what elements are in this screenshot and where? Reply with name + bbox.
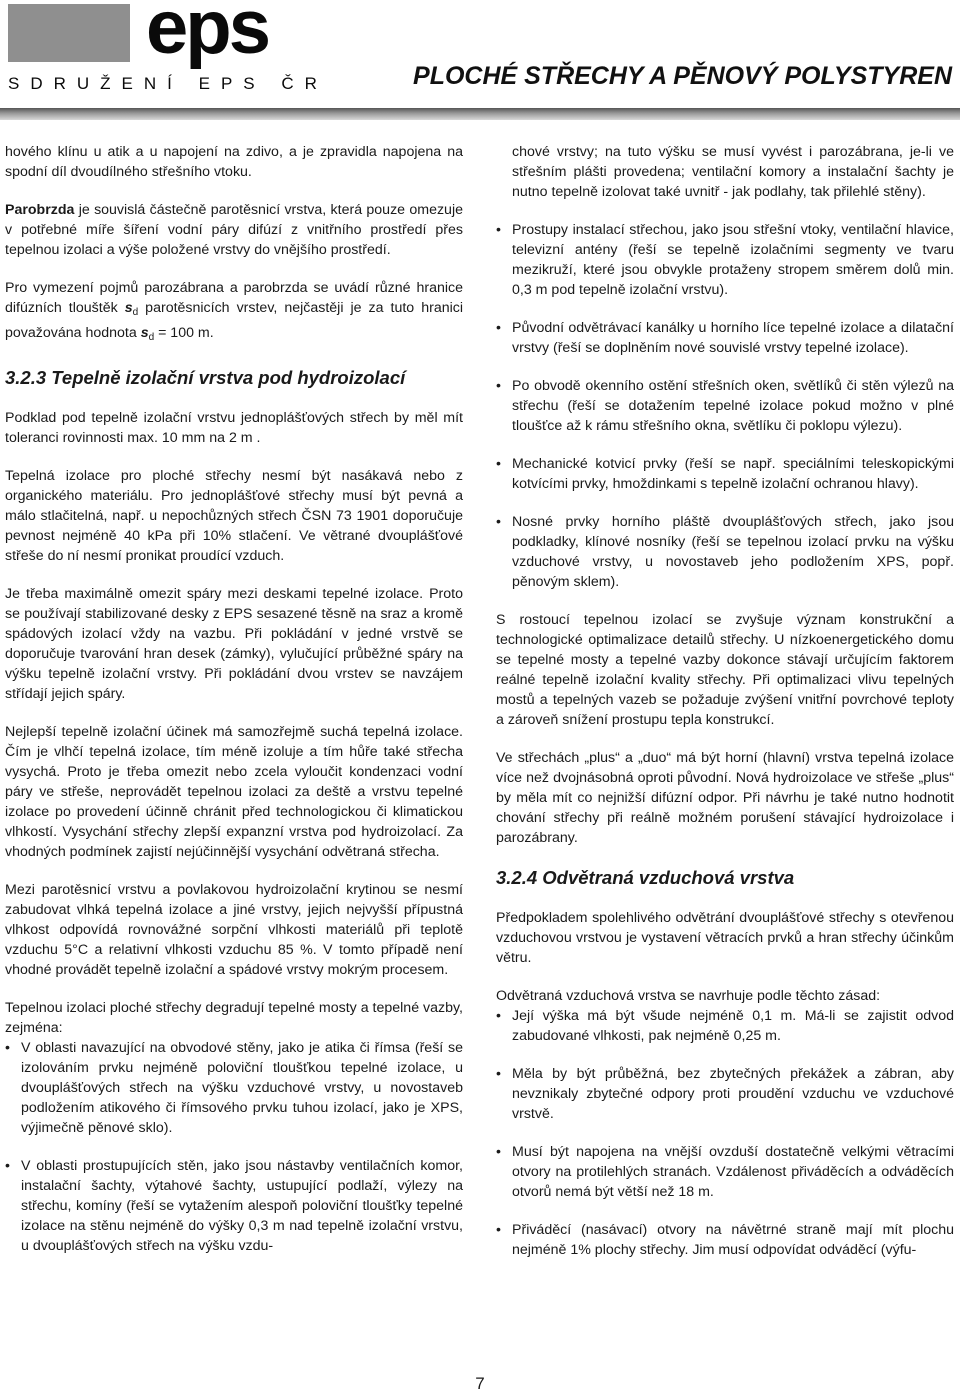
paragraph-text: = 100 m. — [154, 325, 214, 341]
list-item: • V oblasti prostupujících stěn, jako jsou nástavby ventilačních komor, instalační šachty, výtahové šachty, ustupující podlaží, výlezy na střechu, komíny (řeší se vytažením alespoň poloviční tloušťky tepelné izolace na stěnu nejméně do výšky 0,3 m nad tepelně izolační vrstvu, u dvouplášťových střech na výšku vzdu- — [5, 1156, 463, 1256]
eps-logo — [8, 0, 328, 100]
paragraph: Podklad pod tepelně izolační vrstvu jednoplášťových střech by měl mít toleranci rovinnosti max. 10 mm na 2 m . — [5, 410, 463, 446]
symbol-s: s — [124, 300, 133, 316]
list-item: • Po obvodě okenního ostění střešních oken, světlíků či stěn výlezů na střechu (řeší se dotažením tepelné izolace pokud možno v plné tloušťce až k rámu střešního okna, světlíku či poklopu výlezu). — [496, 376, 954, 436]
paragraph: Předpokladem spolehlivého odvětrání dvouplášťové střechy s otevřenou vzduchovou vrstvou je vystavení větracích prvků a hran střechy účinkům větru. — [496, 910, 954, 966]
header-gradient-rule — [0, 108, 960, 120]
paragraph: Tepelná izolace pro ploché střechy nesmí být nasákavá nebo z organického materiálu. Pro jednoplášťové střechy musí být pevná a málo stlačitelná, např. u nepochůzných střech ČSN 73 1901 doporučuje pevnost nejméně 40 kPa při 10% stlačení. Ve větrané dvouplášťové střeše do ní nesmí pronikat proudící vzduch. — [5, 468, 463, 564]
paragraph: Je třeba maximálně omezit spáry mezi deskami tepelné izolace. Proto se používají stabilizované desky z EPS sesazené těsně na sraz a kromě spádových izolací vždy na vazbu. Při pokládání v jedné vrstvě se doporučuje tvarování hran desek (zámky), vylučující průběžné spáry na výšku tepelně izolační vrstvy. Při pokládání dvou vrstev se navzájem střídají jejich spáry. — [5, 586, 463, 702]
page-header-title: PLOCHÉ STŘECHY A PĚNOVÝ POLYSTYREN — [413, 62, 952, 90]
paragraph-continuation: chové vrstvy; na tuto výšku se musí vyvést i parozábrana, je-li ve střešním plášti provedena; ventilační komory a instalační šachty je nutno tepelně izolovat také uvnitř - jak podlahy, tak přilehlé stěny). — [512, 144, 954, 200]
logo-wordmark: eps — [146, 0, 268, 70]
list-item: • Musí být napojena na vnější ovzduší dostatečně velkými větracími otvory na protilehlých stranách. Vzdálenost přiváděcích a odváděcích otvorů nemá být větší než 18 m. — [496, 1142, 954, 1202]
paragraph-text: parotěsnicích vrstev, nejčastěji je za tuto hranici považována hodnota — [5, 300, 464, 341]
paragraph — [5, 200, 463, 260]
paragraph: hového klínu u atik a u napojení na zdivo, a je zpravidla napojena na spodní díl dvoudílného střešního vtoku. — [5, 144, 463, 180]
right-column — [496, 142, 954, 1278]
paragraph: S rostoucí tepelnou izolací se zvyšuje význam konstrukční a technologické optimalizace detailů střechy. U nízkoenergetického domu se tepelné mosty a tepelné vazby dokonce stávají určujícím faktorem reálné tepelně izolační kvality střechy. Při optimalizaci vlivu tepelných mostů a tepelných vazeb se požaduje zvýšení vnitřní povrchové teploty a zároveň snížení prostupu tepla konstrukcí. — [496, 612, 954, 728]
paragraph — [5, 278, 463, 348]
list-item: • Prostupy instalací střechou, jako jsou střešní vtoky, ventilační hlavice, televizní antény (řeší se tepelně izolačními segmenty ve tvaru mezikruží, které jsou obvykle protaženy stropem směrem dolů min. 0,3 m pod tepelně izolační vrstvu). — [496, 220, 954, 300]
symbol-subscript: d — [132, 307, 139, 318]
paragraph: Tepelnou izolaci ploché střechy degradují tepelné mosty a tepelné vazby, zejména: — [5, 1000, 463, 1036]
paragraph-text: je souvislá částečně parotěsnicí vrstva, která pouze omezuje v potřebné míře šíření vodní páry difúzí z vnitřního prostředí přes tepelnou izolaci a výše položené vrstvy do vnějšího prostředí. — [5, 202, 463, 258]
list-item: • Původní odvětrávací kanálky u horního líce tepelné izolace a dilatační vrstvy (řeší se doplněním nové souvislé vrstvy tepelné izolace). — [496, 318, 954, 358]
logo-square-icon — [8, 4, 130, 62]
paragraph: Mezi parotěsnicí vrstvu a povlakovou hydroizolační krytinou se nesmí zabudovat vlhká tepelná izolace a jiné vrstvy, jejich nejvyšší přípustná vlhkost odpovídá rovnovážné sorpční vlhkosti materiálů při teplotě vzduchu 5°C a relativní vlhkosti vzduchu 85 %. V tomto případě není vhodné provádět tepelně izolační a spádové vrstvy mokrým procesem. — [5, 882, 463, 978]
symbol-s: s — [140, 325, 149, 341]
list-item: • Nosné prvky horního pláště dvouplášťových střech, jako jsou podkladky, klínové nosníky (řeší se tepelnou izolací prvku na výšku vzduchové vrstvy, u novostaveb jeho podložením XPS, popř. pěnovým sklem). — [496, 512, 954, 592]
section-heading-3-2-4: 3.2.4 Odvětraná vzduchová vrstva — [496, 867, 795, 888]
paragraph: Ve střechách „plus“ a „duo“ má být horní (hlavní) vrstva tepelná izolace více než dvojnásobná oproti původní. Nová hydroizolace ve střeše „plus“ by měla mít co nejnižší difúzní odpor. Při návrhu je také nutno hodnotit chování střechy při reálně možném porušení stávající hydroizolace i parozábrany. — [496, 750, 954, 846]
page-number: 7 — [475, 1374, 485, 1393]
term-parobrzda: Parobrzda — [5, 202, 75, 218]
logo-subtitle: SDRUŽENÍ EPS ČR — [8, 74, 328, 93]
bullet-list — [496, 1006, 954, 1260]
symbol-subscript: d — [148, 332, 155, 343]
section-heading-3-2-3: 3.2.3 Tepelně izolační vrstva pod hydroizolací — [5, 367, 406, 388]
bullet-list — [5, 1038, 463, 1256]
list-item: • Měla by být průběžná, bez zbytečných překážek a zábran, aby nevznikaly zbytečné odpory proti proudění vzduchu ve vzduchové vrstvě. — [496, 1064, 954, 1124]
list-item: • Mechanické kotvicí prvky (řeší se např. speciálními teleskopickými kotvícími prvky, hmoždinkami s tepelně izolační ochranou hlavy). — [496, 454, 954, 494]
list-item: • Přiváděcí (nasávací) otvory na návětrné straně mají mít plochu nejméně 1% plochy střechy. Jim musí odpovídat odváděcí (výfu- — [496, 1220, 954, 1260]
list-item: • V oblasti navazující na obvodové stěny, jako je atika či římsa (řeší se izolováním prvku nejméně poloviční tloušťkou tepelné izolace, u dvouplášťových střech na výšku vzduchové vrstvy, u novostaveb podložením atikového či římsového prvku tuhou izolací, jako je XPS, výjimečně pěnové sklo). — [5, 1038, 463, 1138]
list-item: • Její výška má být všude nejméně 0,1 m. Má-li se zajistit odvod zabudované vlhkosti, pak nejméně 0,25 m. — [496, 1006, 954, 1046]
paragraph: Odvětraná vzduchová vrstva se navrhuje podle těchto zásad: — [496, 988, 881, 1004]
paragraph-text: Pro vymezení pojmů parozábrana a parobrzda se uvádí různé hranice difúzních tlouštěk — [5, 280, 463, 316]
paragraph: Nejlepší tepelně izolační účinek má samozřejmě suchá tepelná izolace. Čím je vlhčí tepelná izolace, tím méně izoluje a tím hůře také střecha vysychá. Proto je třeba omezit nebo zcela vyloučit kondenzaci vodní páry ve střeše, neprovádět tepelnou izolaci za deště a vrstvu tepelné izolace po provedení účinně chránit před technologickou či klimatickou vlhkostí. Vysychání střechy zlepší expanzní vrstva pod hydroizolací. Za vhodných podmínek zajistí nejúčinnější vysychání odvětraná střecha. — [5, 724, 463, 860]
left-column — [5, 142, 463, 1274]
bullet-list — [496, 220, 954, 592]
